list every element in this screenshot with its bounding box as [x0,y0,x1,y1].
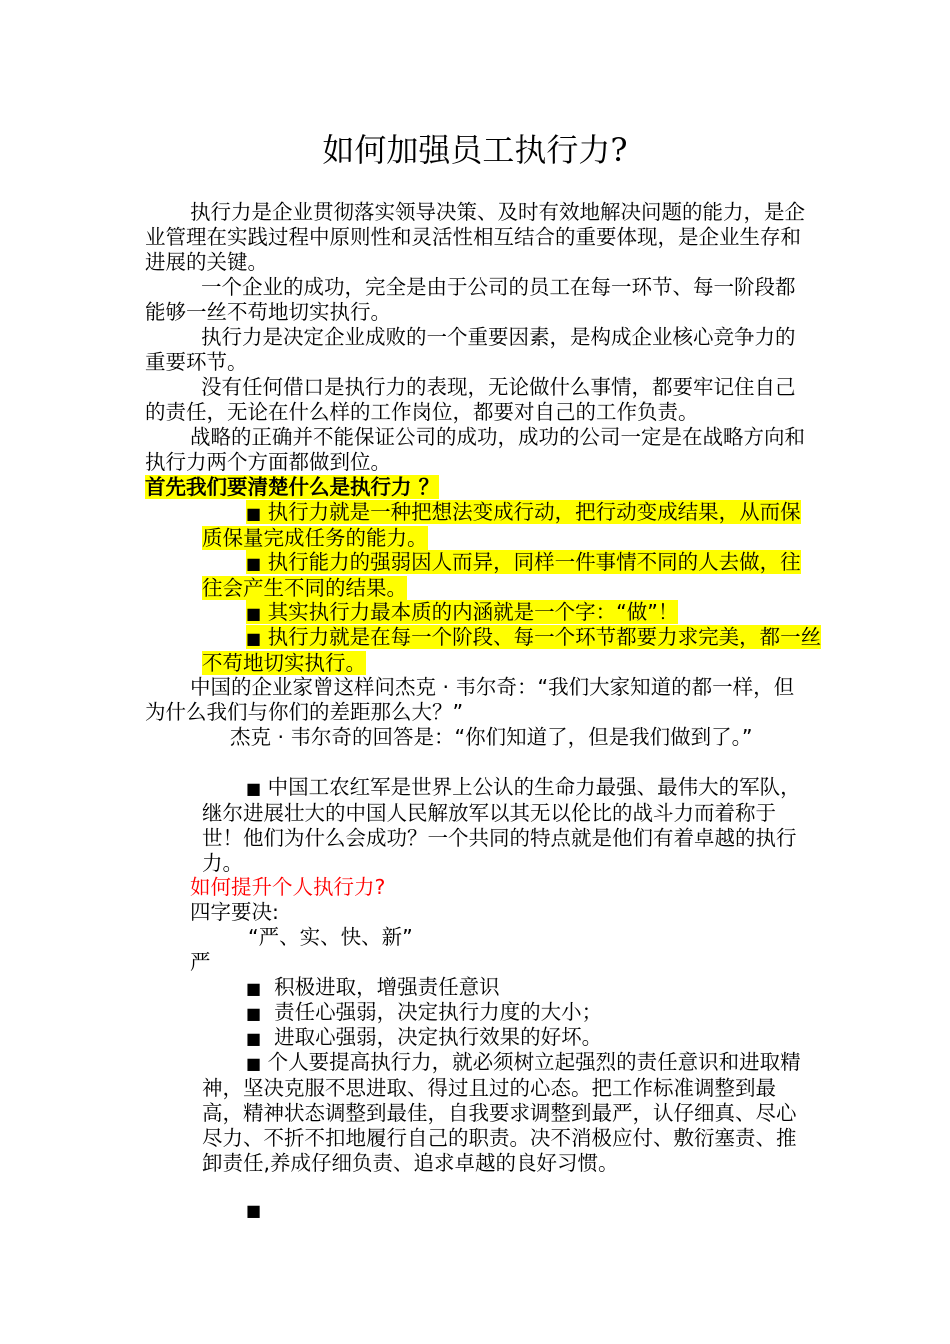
bullet-square-icon: ■ [246,1201,262,1220]
quote-answer: 杰克 · 韦尔奇的回答是：“你们知道了，但是我们做到了。” [230,725,753,749]
highlight-bullet-3-text: 其实执行力最本质的内涵就是一个字：“做”！ [267,600,679,624]
page-title: 如何加强员工执行力? [322,131,628,169]
bullet-square-icon: ■ [246,1029,262,1048]
bullet-square-icon: ■ [246,629,262,648]
paragraph-1: 执行力是企业贯彻落实领导决策、及时有效地解决问题的能力，是企业管理在实践过程中原则性和灵活性相互结合的重要体现，是企业生存和进展的关键。 [145,200,805,274]
quote-question: 中国的企业家曾这样问杰克 · 韦尔奇：“我们大家知道的都一样，但为什么我们与你们的差距那么大？” [145,675,795,724]
highlight-bullet-4-text: 执行力就是在每一个阶段、每一个环节都要力求完美，都一丝不苟地切实执行。 [202,625,822,675]
bullet-square-icon: ■ [246,1054,262,1073]
bullet-square-icon: ■ [246,604,262,623]
paragraph-2: 一个企业的成功，完全是由于公司的员工在每一环节、每一阶段都能够一丝不苟地切实执行。 [145,275,796,324]
bullet-square-icon: ■ [246,554,262,573]
four-words: “严、实、快、新” [248,925,413,949]
army-bullet-text: 中国工农红军是世界上公认的生命力最强、最伟大的军队，继尔进展壮大的中国人民解放军以其无以伦比的战斗力而着称于世！他们为什么会成功？一个共同的特点就是他们有着卓越的执行力。 [202,775,801,875]
highlight-bullet-4 [202,625,827,676]
army-bullet [202,775,812,876]
responsibility-bullet [202,1050,812,1176]
yan-bullet-1 [246,975,500,1001]
highlight-bullet-3 [202,600,812,626]
paragraph-5: 战略的正确并不能保证公司的成功，成功的公司一定是在战略方向和执行力两个方面都做到位。 [145,425,805,474]
yan-bullet-2 [246,1000,602,1026]
paragraph-3: 执行力是决定企业成败的一个重要因素，是构成企业核心竞争力的重要环节。 [145,325,796,374]
yan-bullet-3 [246,1025,602,1051]
responsibility-bullet-text: 个人要提高执行力，就必须树立起强烈的责任意识和进取精神，坚决克服不思进取、得过且过的心态。把工作标准调整到最高，精神状态调整到最佳，自我要求调整到最严，认仔细真、尽心尽力、不折不扣地履行自己的职责。决不消极应付、敷衍塞责、推卸责任,养成仔细负责、追求卓越的良好习惯。 [202,1050,801,1175]
red-heading: 如何提升个人执行力? [190,875,386,899]
four-words-label: 四字要决: [190,900,279,924]
bullet-square-icon: ■ [246,504,262,523]
trailing-bullet [246,1197,261,1223]
paragraph-4: 没有任何借口是执行力的表现，无论做什么事情，都要牢记住自己的责任，无论在什么样的工作岗位，都要对自己的工作负责。 [145,375,796,424]
yan-bullet-2-text: 责任心强弱，决定执行力度的大小； [274,1000,603,1024]
bullet-square-icon: ■ [246,779,262,798]
bullet-square-icon: ■ [246,979,262,998]
highlight-bullet-2-text: 执行能力的强弱因人而异，同样一件事情不同的人去做，往往会产生不同的结果。 [202,550,801,600]
highlight-heading [145,475,439,500]
highlight-bullet-1 [202,500,812,551]
highlight-bullet-2 [202,550,812,601]
yan-bullet-1-text: 积极进取，增强责任意识 [274,975,500,999]
yan-bullet-3-text: 进取心强弱，决定执行效果的好坏。 [274,1025,603,1049]
highlight-heading-text: 首先我们要清楚什么是执行力 ？ [145,475,440,499]
highlight-bullet-1-text: 执行力就是一种把想法变成行动，把行动变成结果，从而保质保量完成任务的能力。 [202,500,801,550]
bullet-square-icon: ■ [246,1004,262,1023]
yan-label: 严 [190,950,211,974]
